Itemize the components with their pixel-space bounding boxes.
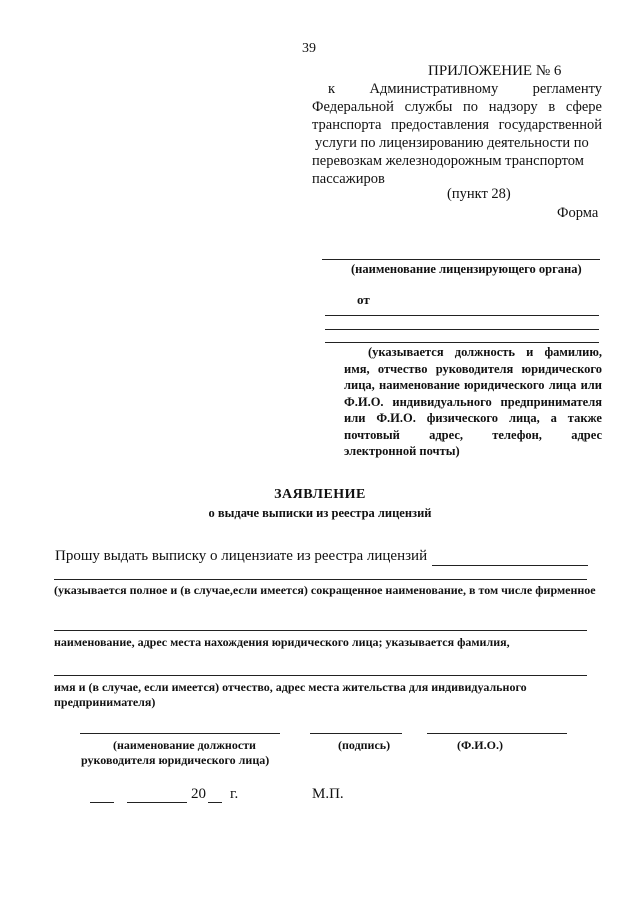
applicant-hint-line: электронной почты)	[344, 444, 460, 458]
explanation-text: наименование, адрес места нахождения юридического лица; указывается фамилия,	[54, 635, 510, 649]
page-number: 39	[302, 41, 316, 56]
licensing-body-label: (наименование лицензирующего органа)	[351, 262, 582, 276]
date-century: 20	[191, 786, 206, 802]
applicant-hint	[344, 344, 602, 460]
position-label: руководителя юридического лица)	[81, 753, 270, 767]
applicant-hint-line: или Ф.И.О. физического лица, а также	[344, 411, 602, 425]
explanation-text: (указывается полное и (в случае,если имеется) сокращенное наименование, в том числе фирменное	[54, 583, 596, 597]
annex-description	[312, 80, 602, 188]
name-signature-line	[427, 733, 567, 734]
annex-line: услуги по лицензированию деятельности по	[315, 135, 589, 151]
annex-title: ПРИЛОЖЕНИЕ № 6	[428, 63, 562, 79]
annex-line: перевозкам железнодорожным транспортом	[312, 153, 584, 169]
applicant-hint-line: лица, наименование юридического лица или	[344, 378, 602, 392]
signature-line	[310, 733, 402, 734]
applicant-line	[325, 329, 599, 330]
licensing-body-line	[322, 259, 600, 260]
date-day-line	[90, 802, 114, 803]
form-label: Форма	[557, 205, 599, 221]
date-year-suffix: г.	[230, 786, 239, 802]
explanation-text: предпринимателя)	[54, 695, 156, 709]
applicant-hint-line: почтовый адрес, телефон, адрес	[344, 427, 602, 442]
request-text: Прошу выдать выписку о лицензиате из реестра лицензий	[55, 548, 428, 564]
signature-label: (подпись)	[338, 738, 391, 752]
request-fill-line	[432, 565, 588, 566]
seal-label: М.П.	[312, 786, 344, 802]
annex-line: Федеральной службы по надзору в сфере	[312, 99, 602, 115]
position-label: (наименование должности	[113, 738, 256, 752]
name-label: (Ф.И.О.)	[457, 738, 503, 752]
date-year-line	[208, 802, 222, 803]
applicant-line	[325, 342, 599, 343]
annex-line: к Административному регламенту	[328, 81, 602, 97]
document-title: ЗАЯВЛЕНИЕ	[274, 487, 366, 502]
explanation-fill-line	[54, 630, 587, 631]
document-subtitle: о выдаче выписки из реестра лицензий	[208, 506, 432, 520]
date-month-line	[127, 802, 187, 803]
clause-reference: (пункт 28)	[447, 186, 511, 202]
applicant-hint-line: (указывается должность и фамилию,	[368, 345, 602, 359]
applicant-hint-line: Ф.И.О. индивидуального предпринимателя	[344, 394, 602, 409]
applicant-line	[325, 315, 599, 316]
annex-line: пассажиров	[312, 171, 385, 187]
explanation-text: имя и (в случае, если имеется) отчество, адрес места жительства для индивидуального	[54, 680, 527, 694]
explanation-fill-line	[54, 675, 587, 676]
position-signature-line	[80, 733, 280, 734]
annex-line: транспорта предоставления государственной	[312, 117, 602, 133]
explanation-fill-line	[54, 579, 587, 580]
from-label: от	[357, 292, 370, 307]
applicant-hint-line: имя, отчество руководителя юридического	[344, 361, 602, 376]
